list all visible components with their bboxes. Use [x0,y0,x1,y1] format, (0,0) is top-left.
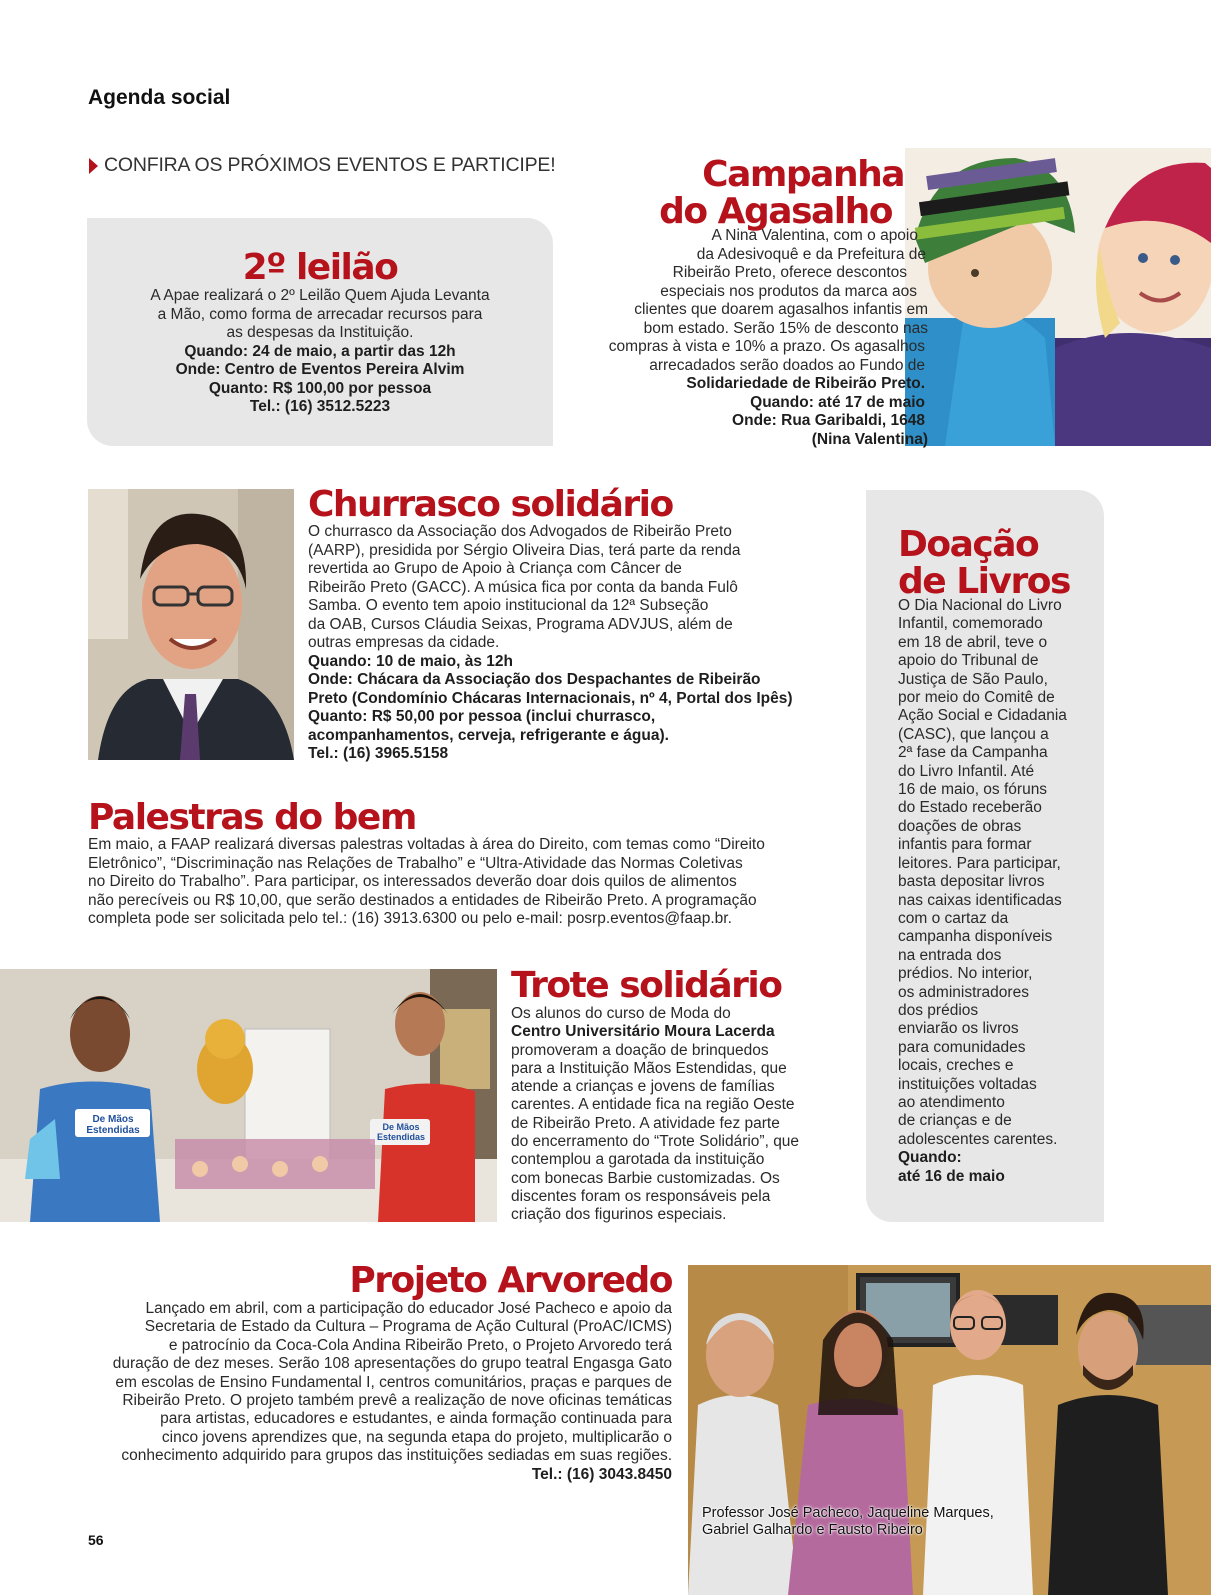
arvoredo-line: Lançado em abril, com a participação do educador José Pacheco e apoio da [145,1300,672,1317]
leilao-title: 2º leilão [242,247,398,288]
churrasco-phone: Tel.: (16) 3965.5158 [308,745,449,762]
livros-line: 16 de maio, os fóruns [898,781,1048,799]
churrasco-line: da OAB, Cursos Cláudia Seixas, Programa ADVJUS, além de [308,615,733,633]
arvoredo-phone: Tel.: (16) 3043.8450 [531,1465,672,1483]
churrasco-price: acompanhamentos, cerveja, refrigerante e água). [308,726,669,744]
trote-line: contemplou a garotada da instituição [511,1151,765,1169]
trote-line: de Ribeirão Preto. A atividade fez parte [511,1114,780,1132]
livros-line: infantis para formar [898,836,1032,854]
leilao-body [87,287,553,417]
agasalho-where-name: (Nina Valentina) [811,430,928,448]
livros-line: nas caixas identificadas [898,891,1062,909]
caption-line: Professor José Pacheco, Jaqueline Marques, [702,1505,994,1521]
livros-line: de crianças e de [898,1112,1012,1130]
trote-line: promoveram a doação de brinquedos [511,1041,769,1059]
livros-line: adolescentes carentes. [898,1130,1058,1148]
livros-line: basta depositar livros [898,873,1045,891]
churrasco-line: Ribeirão Preto (GACC). A música fica por conta da banda Fulô [308,578,738,596]
subtitle: CONFIRA OS PRÓXIMOS EVENTOS E PARTICIPE! [104,154,556,176]
palestras-body [88,836,848,929]
churrasco-line: O churrasco da Associação dos Advogados de Ribeirão Preto [308,523,732,540]
leilao-line: a Mão, como forma de arrecadar recursos para [157,305,483,323]
livros-line: (CASC), que lançou a [898,725,1049,743]
arvoredo-line: Ribeirão Preto. O projeto também prevê a realização de nove oficinas temáticas [122,1392,672,1410]
agasalho-line: da Adesivoquê e da Prefeitura de [696,245,926,263]
churrasco-line: Samba. O evento tem apoio institucional da 12ª Subseção [308,597,709,614]
leilao-line: A Apae realizará o 2º Leilão Quem Ajuda Levanta [150,287,490,304]
leilao-when: Quando: 24 de maio, a partir das 12h [184,342,456,360]
churrasco-line: (AARP), presidida por Sérgio Oliveira Dias, terá parte da renda [308,541,741,559]
shirt-logo-right: De Mãos Estendidas [376,1122,425,1142]
palestras-line: não perecíveis ou R$ 10,00, que serão destinados a entidades de Ribeirão Preto. A programação [88,891,757,909]
livros-line: 2ª fase da Campanha [898,744,1048,762]
livros-line: doações de obras [898,817,1022,835]
arvoredo-line: em escolas de Ensino Fundamental I, centros comunitários, praças e parques de [115,1373,672,1391]
arvoredo-title: Projeto Arvoredo [349,1260,672,1301]
livros-line: apoio do Tribunal de [898,652,1039,670]
agasalho-line: compras à vista e 10% a prazo. Os agasalhos [608,338,925,355]
trote-line: atende a crianças e jovens de famílias [511,1078,775,1096]
section-title: Agenda social [88,86,231,109]
churrasco-where: Onde: Chácara da Associação dos Despachantes de Ribeirão [308,671,761,688]
palestras-line: Em maio, a FAAP realizará diversas palestras voltadas à área do Direito, com temas como “Direito [88,836,765,853]
palestras-line: completa pode ser solicitada pelo tel.: (16) 3913.6300 ou pelo e-mail: posrp.eventos@faap.br. [88,910,732,927]
agasalho-when: Quando: até 17 de maio [750,393,925,411]
livros-line: do Estado receberão [898,799,1042,817]
livros-line: prédios. No interior, [898,965,1033,983]
trote-line: Os alunos do curso de Moda do [511,1005,731,1022]
agasalho-title-line: do Agasalho [659,191,892,232]
arvoredo-line: conhecimento adquirido para grupos das instituições sediadas em suas regiões. [121,1447,672,1465]
palestras-title: Palestras do bem [88,797,416,838]
livros-line: Justiça de São Paulo, [898,670,1048,688]
livros-line: com o cartaz da [898,909,1009,927]
livros-line: do Livro Infantil. Até [898,762,1035,780]
livros-title-line: Doação [898,524,1039,565]
livros-line: em 18 de abril, teve o [898,633,1048,651]
page-number: 56 [88,1532,104,1548]
palestras-line: Eletrônico”, “Discriminação nas Relações de Trabalho” e “Ultra-Atividade das Normas Coletivas [88,854,743,872]
livros-line: na entrada dos [898,946,1002,964]
churrasco-where: Preto (Condomínio Chácaras Internacionais, nº 4, Portal dos Ipês) [308,689,793,707]
palestras-line: no Direito do Trabalho”. Para participar, os interessados deverão doar dois quilos de alimentos [88,873,737,890]
trote-line: com bonecas Barbie customizadas. Os [511,1169,780,1187]
agasalho-line: bom estado. Serão 15% de desconto nas [643,319,928,337]
agasalho-where: Onde: Rua Garibaldi, 1648 [732,412,925,429]
churrasco-line: revertida ao Grupo de Apoio à Criança com Câncer de [308,560,682,577]
leilao-price: Quanto: R$ 100,00 por pessoa [208,379,432,397]
arvoredo-photo [688,1265,1211,1595]
trote-line: do encerramento do “Trote Solidário”, que [511,1133,800,1151]
agasalho-title-line: Campanha [702,154,904,195]
livros-line: leitores. Para participar, [898,854,1061,872]
livros-title [898,526,1070,600]
agasalho-line: especiais nos produtos da marca aos [660,282,917,300]
livros-line: para comunidades [898,1038,1026,1056]
trote-line: criação dos figurinos especiais. [511,1206,727,1224]
agasalho-line: clientes que doarem agasalhos infantis em [634,301,928,318]
livros-line: instituições voltadas [898,1075,1037,1093]
livros-line: Ação Social e Cidadania [898,707,1067,725]
livros-line: enviarão os livros [898,1020,1019,1038]
leilao-line: as despesas da Instituição. [226,324,414,341]
trote-line: para a Instituição Mãos Estendidas, que [511,1059,787,1077]
churrasco-price: Quanto: R$ 50,00 por pessoa (inclui churrasco, [308,708,656,725]
agasalho-body [560,227,928,449]
churrasco-line: outras empresas da cidade. [308,634,500,651]
livros-line: campanha disponíveis [898,928,1053,946]
arvoredo-line: Secretaria de Estado da Cultura – Programa de Ação Cultural (ProAC/ICMS) [144,1318,672,1336]
shirt-logo-left: De Mãos Estendidas [86,1114,140,1136]
arvoredo-line: duração de dez meses. Serão 108 apresentações do grupo teatral Engasga Gato [112,1355,672,1373]
agasalho-line: A Nina Valentina, com o apoio [711,227,918,244]
livros-line: Infantil, comemorado [898,615,1043,633]
arvoredo-line: e patrocínio da Coca-Cola Andina Ribeirão Preto, o Projeto Arvoredo terá [168,1336,672,1354]
trote-title: Trote solidário [511,965,782,1006]
arvoredo-line: cinco jovens aprendizes que, na segunda etapa do projeto, multiplicarão o [161,1428,672,1446]
agasalho-title [620,156,904,230]
livros-title-line: de Livros [898,561,1070,602]
agasalho-line: Ribeirão Preto, oferece descontos [672,264,907,281]
churrasco-photo [88,489,294,760]
livros-line: por meio do Comitê de [898,689,1055,707]
subtitle-row [89,154,555,177]
churrasco-title: Churrasco solidário [308,484,673,525]
livros-when-label: Quando: [898,1149,962,1167]
caption-line: Gabriel Galhardo e Fausto Ribeiro [702,1522,923,1538]
trote-line: Centro Universitário Moura Lacerda [511,1023,775,1041]
livros-line: O Dia Nacional do Livro [898,597,1062,614]
leilao-phone: Tel.: (16) 3512.5223 [249,398,391,415]
agasalho-photo [905,148,1211,446]
trote-line: discentes foram os responsáveis pela [511,1187,771,1205]
agasalho-line: arrecadados serão doados ao Fundo de [649,356,925,374]
arvoredo-line: para artistas, educadores e estudantes, e ainda formação continuada para [160,1410,672,1428]
livros-line: dos prédios [898,1001,979,1019]
livros-when: até 16 de maio [898,1167,1005,1185]
churrasco-when: Quando: 10 de maio, às 12h [308,652,514,670]
leilao-where: Onde: Centro de Eventos Pereira Alvim [175,361,465,378]
agasalho-line: Solidariedade de Ribeirão Preto. [686,375,925,392]
arvoredo-body [80,1300,672,1484]
trote-line: carentes. A entidade fica na região Oeste [511,1096,795,1114]
trote-body [511,1005,841,1225]
livros-line: locais, creches e [898,1057,1014,1075]
livros-line: ao atendimento [898,1093,1005,1111]
arrow-right-icon [89,158,98,174]
trote-photo [0,969,497,1222]
churrasco-body [308,523,848,764]
photo-caption [702,1505,994,1539]
livros-body [898,597,1098,1186]
livros-line: os administradores [898,983,1029,1001]
